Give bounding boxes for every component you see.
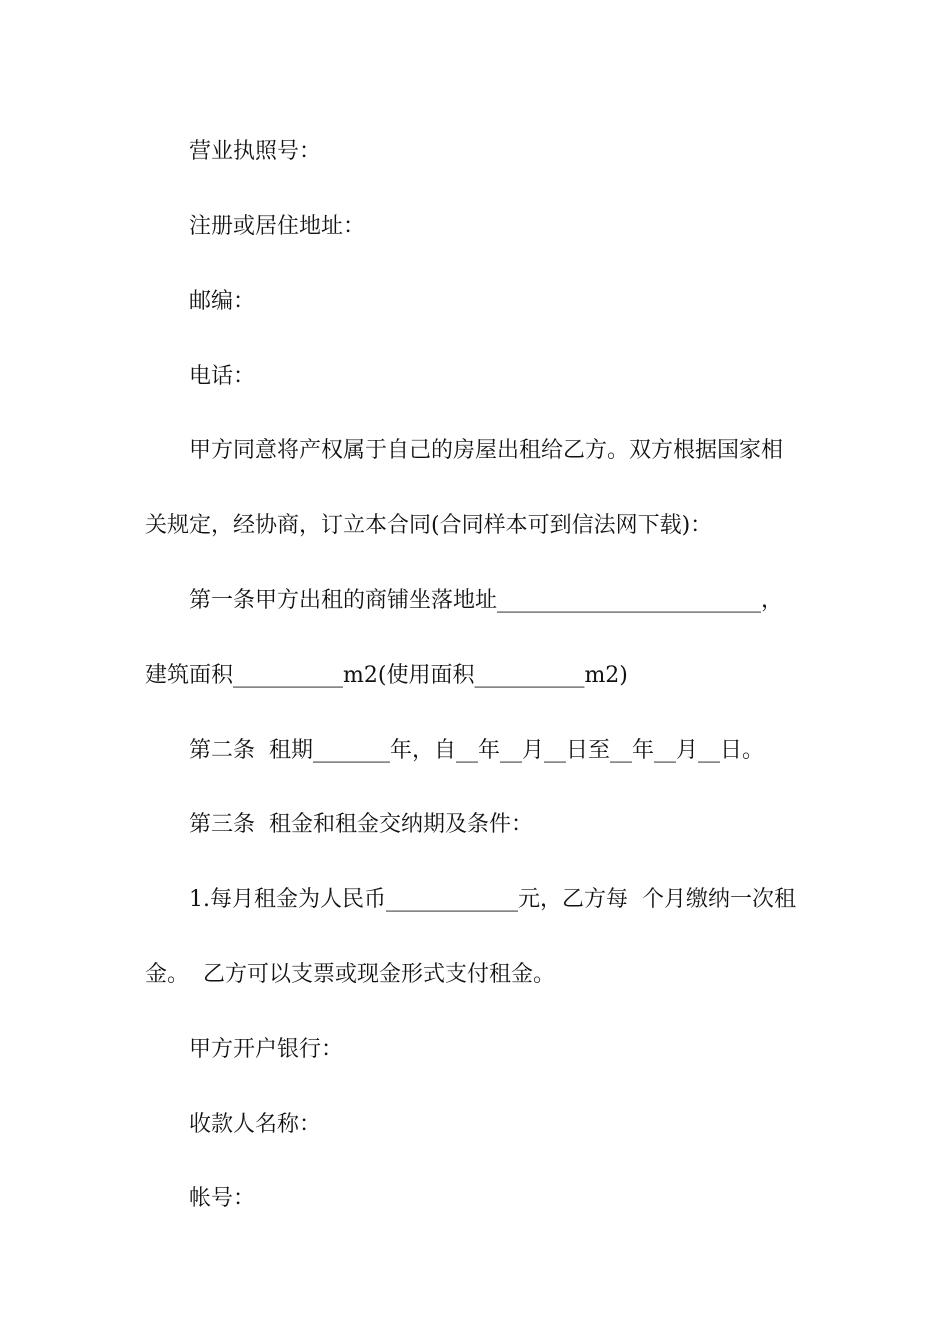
phone-label: 电话： [189, 364, 256, 389]
address-label: 注册或居住地址： [189, 214, 366, 239]
article-1-line-1: 第一条甲方出租的商铺坐落地址________________________， [189, 588, 784, 613]
payee-name-label: 收款人名称： [189, 1112, 322, 1137]
intro-paragraph-line-1: 甲方同意将产权属于自己的房屋出租给乙方。双方根据国家相 [189, 438, 784, 463]
bank-label: 甲方开户银行： [189, 1037, 344, 1062]
rent-clause-line-2: 金。 乙方可以支票或现金形式支付租金。 [145, 962, 555, 987]
postal-code-label: 邮编： [189, 289, 256, 314]
business-license-label: 营业执照号： [189, 139, 322, 164]
rent-clause-line-1: 1.每月租金为人民币____________元，乙方每 个月缴纳一次租 [189, 887, 796, 912]
article-2-lease-term: 第二条 租期_______年，自__年__月__日至__年__月__日。 [189, 738, 764, 763]
account-number-label: 帐号： [189, 1186, 256, 1211]
article-3-heading: 第三条 租金和租金交纳期及条件： [189, 812, 533, 837]
intro-paragraph-line-2: 关规定，经协商，订立本合同(合同样本可到信法网下载)： [145, 513, 713, 538]
article-1-line-2: 建筑面积__________m2(使用面积__________m2) [145, 663, 628, 688]
